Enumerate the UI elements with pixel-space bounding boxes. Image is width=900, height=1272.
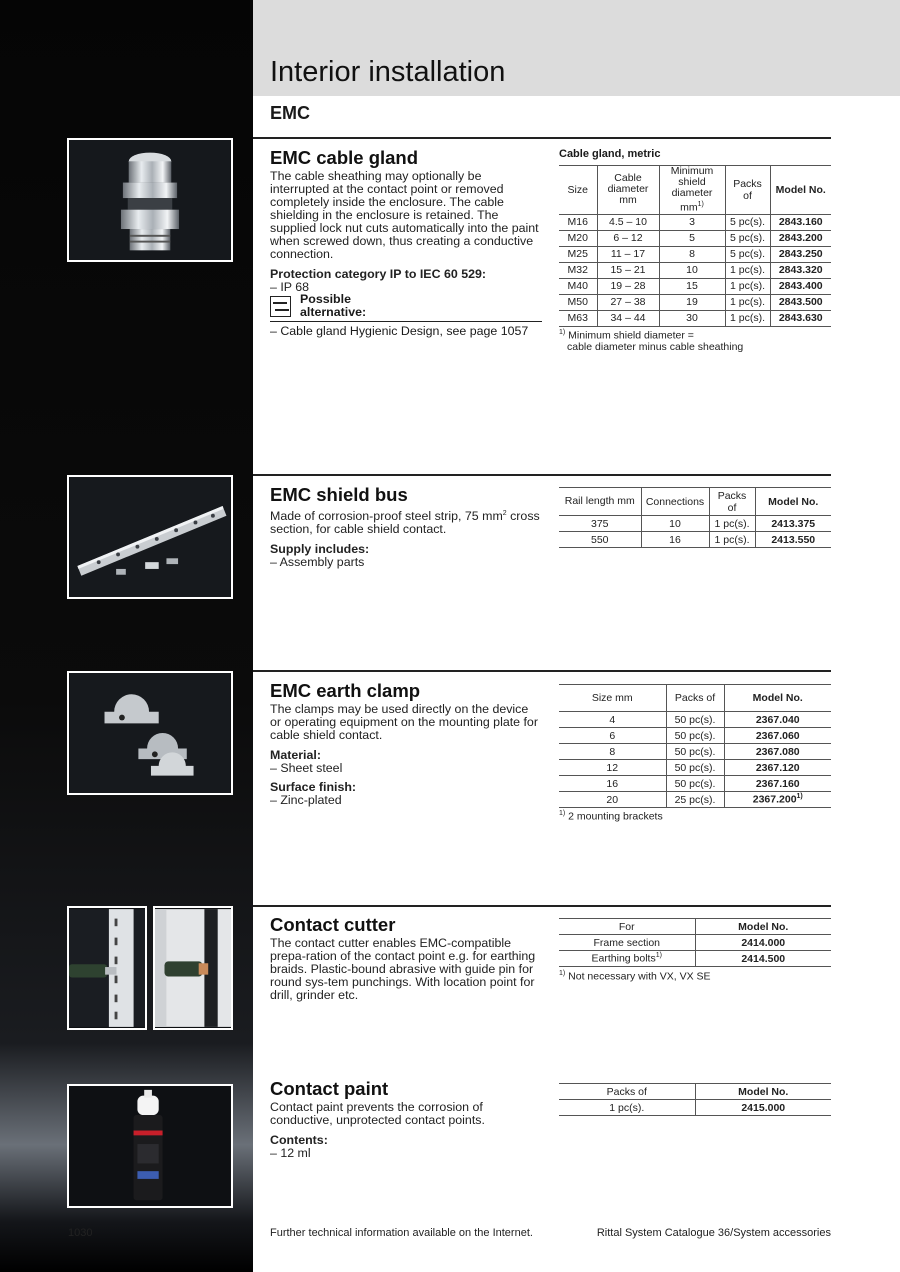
table-cell — [659, 246, 725, 262]
cell-text: 27 – 38 — [610, 296, 646, 308]
col-rail-length: Rail length mm — [559, 488, 641, 516]
table-cell — [709, 532, 755, 548]
table-cell — [725, 278, 770, 294]
table-cell — [659, 310, 725, 326]
shield-bus-desc-a: Made of corrosion-proof steel strip, 75 mm — [270, 509, 503, 524]
cell-text: 2415.000 — [741, 1101, 786, 1114]
footnote-marker: 1) — [559, 810, 566, 817]
table-cell — [724, 776, 831, 792]
cell-text: 2367.120 — [755, 761, 800, 774]
cell-text: 2843.400 — [778, 280, 823, 292]
page-title: Interior installation — [270, 56, 506, 88]
cell-text: 2843.200 — [778, 232, 823, 244]
table-cell — [709, 516, 755, 532]
col-packs: Packs of — [559, 1084, 695, 1100]
cell-text: 2367.080 — [755, 745, 800, 758]
cell-text: 2413.375 — [771, 517, 816, 530]
cell-text: 2367.060 — [755, 729, 800, 742]
cell-text: 12 — [606, 761, 619, 774]
cell-text: 8 — [689, 248, 695, 260]
table-row — [559, 278, 831, 294]
col-connections: Connections — [641, 488, 709, 516]
table-cell — [666, 744, 724, 760]
table-cell — [597, 262, 659, 278]
col-model: Model No. — [695, 1084, 831, 1100]
table-cell — [770, 214, 831, 230]
cell-text: 50 pc(s). — [674, 761, 716, 774]
cell-text: 34 – 44 — [610, 312, 646, 324]
col-for: For — [559, 919, 695, 935]
table-row — [559, 935, 831, 951]
shield-bus-title: EMC shield bus — [270, 484, 408, 505]
cell-text: 4.5 – 10 — [609, 216, 647, 228]
contact-cutter-table — [559, 918, 831, 967]
cell-text: 6 — [609, 729, 616, 742]
cell-text: 16 — [669, 533, 681, 546]
table-cell — [597, 230, 659, 246]
cell-text: 550 — [590, 533, 609, 546]
earth-clamp-desc-text: The clamps may be used directly on the device or operating equipment on the mounting plate for cable shield contact. — [270, 702, 538, 742]
footnote-line-2: cable diameter minus cable sheathing — [567, 340, 744, 353]
cell-text: 6 – 12 — [613, 232, 643, 244]
material-label: Material: — [270, 748, 321, 762]
cell-text: 2414.000 — [741, 936, 786, 949]
section-divider — [253, 905, 831, 907]
table-row — [559, 294, 831, 310]
table-cell — [597, 310, 659, 326]
earth-clamp-footnote — [559, 808, 663, 823]
table-cell — [725, 310, 770, 326]
cell-text: 3 — [689, 216, 695, 228]
table-cell — [559, 246, 597, 262]
cell-text: 1 pc(s). — [729, 296, 765, 308]
section-divider — [253, 137, 831, 139]
table-cell — [725, 246, 770, 262]
table-cell — [559, 935, 695, 951]
cable-gland-title: EMC cable gland — [270, 147, 419, 168]
cell-text: 2367.040 — [755, 713, 800, 726]
table-cell — [770, 294, 831, 310]
table-row — [559, 1100, 831, 1116]
col-packs: Packs of — [709, 488, 755, 516]
col-min-shield-sup: 1) — [697, 201, 704, 208]
table-cell — [725, 230, 770, 246]
contact-paint-table — [559, 1083, 831, 1116]
table-cell — [559, 728, 666, 744]
table-cell — [559, 951, 695, 967]
col-size: Size — [559, 166, 597, 215]
table-cell — [641, 532, 709, 548]
table-cell — [770, 310, 831, 326]
cell-text: 50 pc(s). — [674, 777, 716, 790]
cell-text: Frame section — [593, 936, 661, 949]
earth-clamp-title: EMC earth clamp — [270, 680, 421, 701]
table-cell — [724, 712, 831, 728]
shield-bus-table — [559, 487, 831, 548]
col-min-shield-text: Minimum shield diameter mm — [670, 165, 714, 214]
table-row — [559, 214, 831, 230]
table-cell — [597, 214, 659, 230]
footer-catalogue: Rittal System Catalogue 36/System accessories — [596, 1227, 831, 1239]
cell-text: M40 — [567, 280, 588, 292]
cell-text: 30 — [686, 312, 698, 324]
table-cell — [770, 278, 831, 294]
table-cell — [725, 214, 770, 230]
protection-value: – IP 68 — [270, 280, 310, 294]
shield-bus-desc-b: cross section, for cable shield contact. — [270, 509, 540, 537]
earth-clamp-photo — [67, 671, 233, 795]
section-title: EMC — [270, 103, 310, 123]
finish-value: – Zinc-plated — [270, 793, 342, 807]
table-row — [559, 776, 831, 792]
table-cell — [695, 951, 831, 967]
table-cell — [659, 294, 725, 310]
table-cell — [659, 262, 725, 278]
table-cell — [659, 230, 725, 246]
cell-text: 375 — [590, 517, 609, 530]
table-cell — [666, 760, 724, 776]
table-cell — [559, 278, 597, 294]
table-cell — [724, 792, 831, 808]
cable-gland-table — [559, 165, 831, 327]
cell-text: 5 — [689, 232, 695, 244]
contact-cutter-footnote-text: Not necessary with VX, VX SE — [568, 970, 711, 983]
col-size: Size mm — [559, 685, 666, 712]
cell-text: 1 pc(s). — [729, 280, 765, 292]
table-cell — [725, 294, 770, 310]
cell-text: 50 pc(s). — [674, 713, 716, 726]
table-cell — [724, 744, 831, 760]
table-row — [559, 230, 831, 246]
footnote-marker: 1) — [655, 952, 662, 960]
cell-text: 2843.320 — [778, 264, 823, 276]
section-divider — [253, 670, 831, 672]
contact-paint-description — [270, 1101, 542, 1160]
cell-text: 5 pc(s). — [729, 216, 765, 228]
table-cell — [666, 776, 724, 792]
cell-text: 15 – 21 — [610, 264, 646, 276]
cell-text: 1 pc(s). — [714, 517, 750, 530]
cable-gland-desc-text: The cable sheathing may optionally be interrupted at the contact point or removed completely inside the enclosure. The cable shielding in the enclosure is retained. The supplied lock nut cuts automatically into the paint when screwed down, thus creating a conductive connection. — [270, 169, 539, 261]
cell-text: 5 pc(s). — [729, 232, 765, 244]
table-row — [559, 951, 831, 967]
cell-text: Earthing bolts — [591, 952, 656, 965]
alternative-box — [270, 293, 542, 322]
cell-text: 2843.630 — [778, 312, 823, 324]
shield-bus-photo — [67, 475, 233, 599]
table-cell — [725, 262, 770, 278]
contact-cutter-footnote — [559, 968, 711, 983]
col-model: Model No. — [755, 488, 831, 516]
cell-text: 50 pc(s). — [674, 745, 716, 758]
table-cell — [666, 792, 724, 808]
table-row — [559, 310, 831, 326]
contact-cutter-title: Contact cutter — [270, 914, 396, 935]
cell-text: M32 — [567, 264, 588, 276]
contact-cutter-desc-text: The contact cutter enables EMC-compatible prepa-ration of the contact point e.g. for earthing braids. Plastic-bound abrasive with guide pin for round sys-tem punchings. With location point for drill, grinder etc. — [270, 936, 536, 1002]
table-cell — [770, 230, 831, 246]
cell-text: M20 — [567, 232, 588, 244]
footnote-marker: 1) — [796, 793, 803, 801]
table-cell — [755, 532, 831, 548]
swap-arrows-icon — [270, 296, 291, 317]
cell-text: 15 — [686, 280, 698, 292]
table-cell — [597, 246, 659, 262]
material-value: – Sheet steel — [270, 761, 343, 775]
section-divider — [253, 474, 831, 476]
footer-info: Further technical information available on the Internet. — [270, 1227, 533, 1239]
footnote-marker: 1) — [559, 329, 566, 336]
page-number: 1030 — [68, 1227, 93, 1239]
col-model: Model No. — [724, 685, 831, 712]
table-cell — [559, 262, 597, 278]
cell-text: M63 — [567, 312, 588, 324]
cell-text: 1 pc(s). — [609, 1101, 645, 1114]
shield-bus-description — [270, 507, 542, 569]
table-cell — [597, 278, 659, 294]
cell-text: 10 — [669, 517, 681, 530]
table-cell — [695, 1100, 831, 1116]
cell-text: 1 pc(s). — [729, 264, 765, 276]
table-cell — [559, 744, 666, 760]
cable-gland-description — [270, 170, 542, 294]
finish-label: Surface finish: — [270, 780, 357, 794]
earth-clamp-table — [559, 684, 831, 808]
cable-gland-footnote — [559, 327, 743, 353]
contact-paint-title: Contact paint — [270, 1078, 389, 1099]
col-packs: Packs of — [666, 685, 724, 712]
cell-text: 2843.500 — [778, 296, 823, 308]
cell-text: 8 — [609, 745, 616, 758]
table-cell — [770, 246, 831, 262]
table-cell — [559, 532, 641, 548]
col-cable-diameter: Cable diameter mm — [597, 166, 659, 215]
cell-text: 2413.550 — [771, 533, 816, 546]
cell-text: 1 pc(s). — [714, 533, 750, 546]
table-row — [559, 246, 831, 262]
table-cell — [755, 516, 831, 532]
earth-clamp-description — [270, 703, 542, 807]
contact-paint-photo — [67, 1084, 233, 1208]
contents-value: – 12 ml — [270, 1146, 311, 1160]
cell-text: 11 – 17 — [610, 248, 646, 260]
shield-bus-desc-sup: 2 — [502, 510, 507, 517]
table-row — [559, 760, 831, 776]
table-cell — [559, 776, 666, 792]
table-row — [559, 532, 831, 548]
table-cell — [724, 728, 831, 744]
cable-gland-photo — [67, 138, 233, 262]
col-min-shield — [659, 166, 725, 215]
cell-text: M25 — [567, 248, 588, 260]
cell-text: 2843.250 — [778, 248, 823, 260]
alternative-label: Possible alternative: — [300, 292, 367, 319]
table-row — [559, 792, 831, 808]
cell-text: 1 pc(s). — [729, 312, 765, 324]
cell-text: 4 — [609, 713, 616, 726]
contact-cutter-photo-1 — [67, 906, 147, 1030]
table-cell — [559, 310, 597, 326]
shield-bus-desc-text — [270, 507, 542, 536]
table-row — [559, 712, 831, 728]
table-cell — [559, 760, 666, 776]
table-cell — [724, 760, 831, 776]
table-cell — [597, 294, 659, 310]
cell-text: 50 pc(s). — [674, 729, 716, 742]
table-cell — [559, 294, 597, 310]
cell-text: 20 — [606, 793, 619, 806]
cell-text: 25 pc(s). — [674, 793, 716, 806]
cell-text: 5 pc(s). — [729, 248, 765, 260]
contact-cutter-photo-2 — [153, 906, 233, 1030]
contact-cutter-description — [270, 937, 542, 1002]
cell-text: 10 — [686, 264, 698, 276]
table-row — [559, 262, 831, 278]
supply-label: Supply includes: — [270, 542, 370, 557]
footnote-line-1: Minimum shield diameter = — [568, 329, 694, 342]
cell-text: 19 – 28 — [610, 280, 646, 292]
cell-text: 2367.160 — [755, 777, 800, 790]
cell-text: 16 — [606, 777, 619, 790]
col-model: Model No. — [695, 919, 831, 935]
table-cell — [559, 712, 666, 728]
table-cell — [559, 214, 597, 230]
table-cell — [666, 712, 724, 728]
table-cell — [659, 214, 725, 230]
table-row — [559, 744, 831, 760]
table-cell — [770, 262, 831, 278]
cell-text: M50 — [567, 296, 588, 308]
alternative-link[interactable]: – Cable gland Hygienic Design, see page 1057 — [270, 324, 529, 338]
table-cell — [559, 516, 641, 532]
cable-gland-table-caption: Cable gland, metric — [559, 148, 661, 160]
cell-text: M16 — [567, 216, 588, 228]
table-row — [559, 728, 831, 744]
table-cell — [666, 728, 724, 744]
cell-text: 19 — [686, 296, 698, 308]
cell-text: 2843.160 — [778, 216, 823, 228]
protection-label: Protection category IP to IEC 60 529: — [270, 267, 486, 281]
table-cell — [559, 230, 597, 246]
table-cell — [659, 278, 725, 294]
table-cell — [559, 792, 666, 808]
cell-text: 2367.200 — [752, 793, 797, 806]
col-packs: Packs of — [725, 166, 770, 215]
table-row — [559, 516, 831, 532]
contents-label: Contents: — [270, 1133, 328, 1147]
table-cell — [641, 516, 709, 532]
col-model: Model No. — [770, 166, 831, 215]
earth-clamp-footnote-text: 2 mounting brackets — [568, 810, 663, 823]
supply-value: – Assembly parts — [270, 555, 365, 570]
table-cell — [695, 935, 831, 951]
cell-text: 2414.500 — [741, 952, 786, 965]
table-cell — [559, 1100, 695, 1116]
contact-paint-desc-text: Contact paint prevents the corrosion of conductive, unprotected contact points. — [270, 1100, 485, 1127]
footnote-marker: 1) — [559, 970, 566, 977]
